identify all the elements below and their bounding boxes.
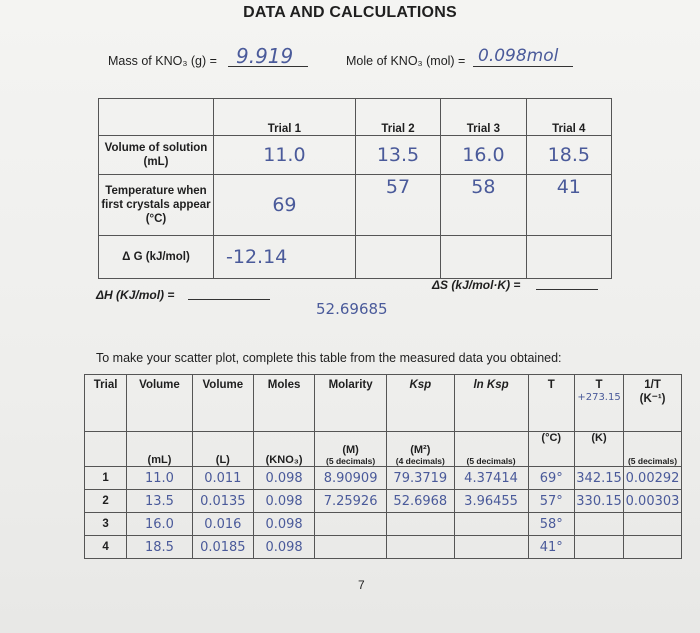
temperature-row-label: Temperature when first crystals appear (°C) bbox=[99, 175, 214, 236]
row-1-volume-ml: 11.0 bbox=[127, 467, 192, 490]
row-3-molarity bbox=[315, 513, 387, 536]
volume-trial-2: 13.5 bbox=[355, 136, 440, 175]
row-4-t-c: 41° bbox=[528, 536, 574, 559]
row-2-ln-ksp: 3.96455 bbox=[454, 490, 528, 513]
trial-2-header: Trial 2 bbox=[355, 99, 440, 136]
trials-table bbox=[98, 98, 612, 279]
row-3-volume-l: 0.016 bbox=[192, 513, 253, 536]
temperature-trial-2: 57 bbox=[355, 175, 440, 236]
dg-row-label: Δ G (kJ/mol) bbox=[99, 236, 214, 279]
volume-trial-1: 11.0 bbox=[214, 136, 356, 175]
row-4-ksp bbox=[387, 536, 455, 559]
page-title: DATA AND CALCULATIONS bbox=[243, 4, 457, 21]
volume-row-label: Volume of solution (mL) bbox=[99, 136, 214, 175]
trial-1-header: Trial 1 bbox=[214, 99, 356, 136]
row-3-ksp bbox=[387, 513, 455, 536]
row-1-moles: 0.098 bbox=[253, 467, 314, 490]
unit-molarity-label: (M) bbox=[342, 444, 359, 456]
dg-trial-2 bbox=[355, 236, 440, 279]
header-ksp: Ksp bbox=[387, 375, 455, 432]
row-4-ln-ksp bbox=[454, 536, 528, 559]
inv-t-decimals-note: (5 decimals) bbox=[627, 456, 678, 466]
row-3-ln-ksp bbox=[454, 513, 528, 536]
row-1-ksp: 79.3719 bbox=[387, 467, 455, 490]
unit-t-k: (K) bbox=[574, 432, 623, 467]
header-volume-l: Volume bbox=[192, 375, 253, 432]
row-2-t-k: 330.15 bbox=[574, 490, 623, 513]
volume-trial-3: 16.0 bbox=[441, 136, 526, 175]
row-1-volume-l: 0.011 bbox=[192, 467, 253, 490]
header-molarity: Molarity bbox=[315, 375, 387, 432]
header-t-k bbox=[574, 375, 623, 432]
ln-ksp-decimals-note: (5 decimals) bbox=[466, 456, 516, 466]
instructions: To make your scatter plot, complete this table from the measured data you obtained: bbox=[96, 351, 562, 365]
unit-volume-ml: (mL) bbox=[127, 432, 192, 467]
header-trial: Trial bbox=[85, 375, 127, 432]
ds-label: ΔS (kJ/mol·K) = bbox=[432, 278, 521, 292]
header-t-plus: +273.15 bbox=[577, 392, 621, 403]
row-1-inv-t: 0.00292 bbox=[624, 467, 682, 490]
header-inv-t bbox=[624, 375, 682, 432]
trial-3-header: Trial 3 bbox=[441, 99, 526, 136]
header-volume-ml: Volume bbox=[127, 375, 192, 432]
row-1-molarity: 8.90909 bbox=[315, 467, 387, 490]
row-4-moles: 0.098 bbox=[253, 536, 314, 559]
temperature-trial-1: 69 bbox=[214, 175, 356, 236]
row-2-ksp: 52.6968 bbox=[387, 490, 455, 513]
header-inv-t-unit: (K⁻¹) bbox=[639, 393, 666, 405]
row-4-t-k bbox=[574, 536, 623, 559]
row-4-volume-l: 0.0185 bbox=[192, 536, 253, 559]
table-row bbox=[85, 536, 682, 559]
row-2-volume-l: 0.0135 bbox=[192, 490, 253, 513]
row-2-molarity: 7.25926 bbox=[315, 490, 387, 513]
dg-trial-4 bbox=[526, 236, 611, 279]
unit-ksp bbox=[387, 432, 455, 467]
row-1-t-c: 69° bbox=[528, 467, 574, 490]
row-4-trial: 4 bbox=[85, 536, 127, 559]
dh-label: ΔH (KJ/mol) = bbox=[96, 288, 175, 302]
row-3-t-c: 58° bbox=[528, 513, 574, 536]
volume-trial-4: 18.5 bbox=[526, 136, 611, 175]
molarity-decimals-note: (5 decimals) bbox=[326, 456, 376, 466]
header-ln-ksp: ln Ksp bbox=[454, 375, 528, 432]
temperature-trial-3: 58 bbox=[441, 175, 526, 236]
row-4-volume-ml: 18.5 bbox=[127, 536, 192, 559]
row-2-moles: 0.098 bbox=[253, 490, 314, 513]
row-3-inv-t bbox=[624, 513, 682, 536]
row-3-volume-ml: 16.0 bbox=[127, 513, 192, 536]
row-4-molarity bbox=[315, 536, 387, 559]
mole-underline bbox=[473, 66, 573, 67]
ksp-decimals-note: (4 decimals) bbox=[395, 456, 445, 466]
row-3-trial: 3 bbox=[85, 513, 127, 536]
row-2-trial: 2 bbox=[85, 490, 127, 513]
table-row bbox=[85, 467, 682, 490]
handwritten-number: 52.69685 bbox=[316, 300, 388, 318]
header-inv-t-label: 1/T bbox=[644, 379, 661, 391]
unit-t-c: (°C) bbox=[528, 432, 574, 467]
row-1-ln-ksp: 4.37414 bbox=[454, 467, 528, 490]
table-row bbox=[85, 490, 682, 513]
header-t-c: T bbox=[528, 375, 574, 432]
dh-underline bbox=[188, 299, 270, 300]
unit-ln-ksp bbox=[454, 432, 528, 467]
unit-volume-l: (L) bbox=[192, 432, 253, 467]
row-2-t-c: 57° bbox=[528, 490, 574, 513]
row-2-inv-t: 0.00303 bbox=[624, 490, 682, 513]
row-2-volume-ml: 13.5 bbox=[127, 490, 192, 513]
ds-underline bbox=[536, 289, 598, 290]
table-row bbox=[85, 513, 682, 536]
mole-label: Mole of KNO₃ (mol) = bbox=[346, 54, 466, 68]
unit-inv-t bbox=[624, 432, 682, 467]
corner-cell bbox=[99, 99, 214, 136]
header-moles: Moles bbox=[253, 375, 314, 432]
row-4-inv-t bbox=[624, 536, 682, 559]
unit-ksp-label: (M²) bbox=[410, 444, 431, 456]
header-t-k-label: T bbox=[595, 379, 603, 391]
unit-trial bbox=[85, 432, 127, 467]
row-1-trial: 1 bbox=[85, 467, 127, 490]
page-number: 7 bbox=[358, 578, 365, 592]
unit-molarity bbox=[315, 432, 387, 467]
unit-moles: (KNO₃) bbox=[253, 432, 314, 467]
dg-trial-1: -12.14 bbox=[214, 236, 356, 279]
scatter-data-table bbox=[84, 374, 682, 559]
row-3-t-k bbox=[574, 513, 623, 536]
row-1-t-k: 342.15 bbox=[574, 467, 623, 490]
temperature-trial-4: 41 bbox=[526, 175, 611, 236]
trial-4-header: Trial 4 bbox=[526, 99, 611, 136]
mass-label: Mass of KNO₃ (g) = bbox=[108, 54, 217, 68]
mass-value: 9.919 bbox=[236, 44, 294, 68]
row-3-moles: 0.098 bbox=[253, 513, 314, 536]
dg-trial-3 bbox=[441, 236, 526, 279]
mole-value: 0.098mol bbox=[478, 46, 559, 66]
